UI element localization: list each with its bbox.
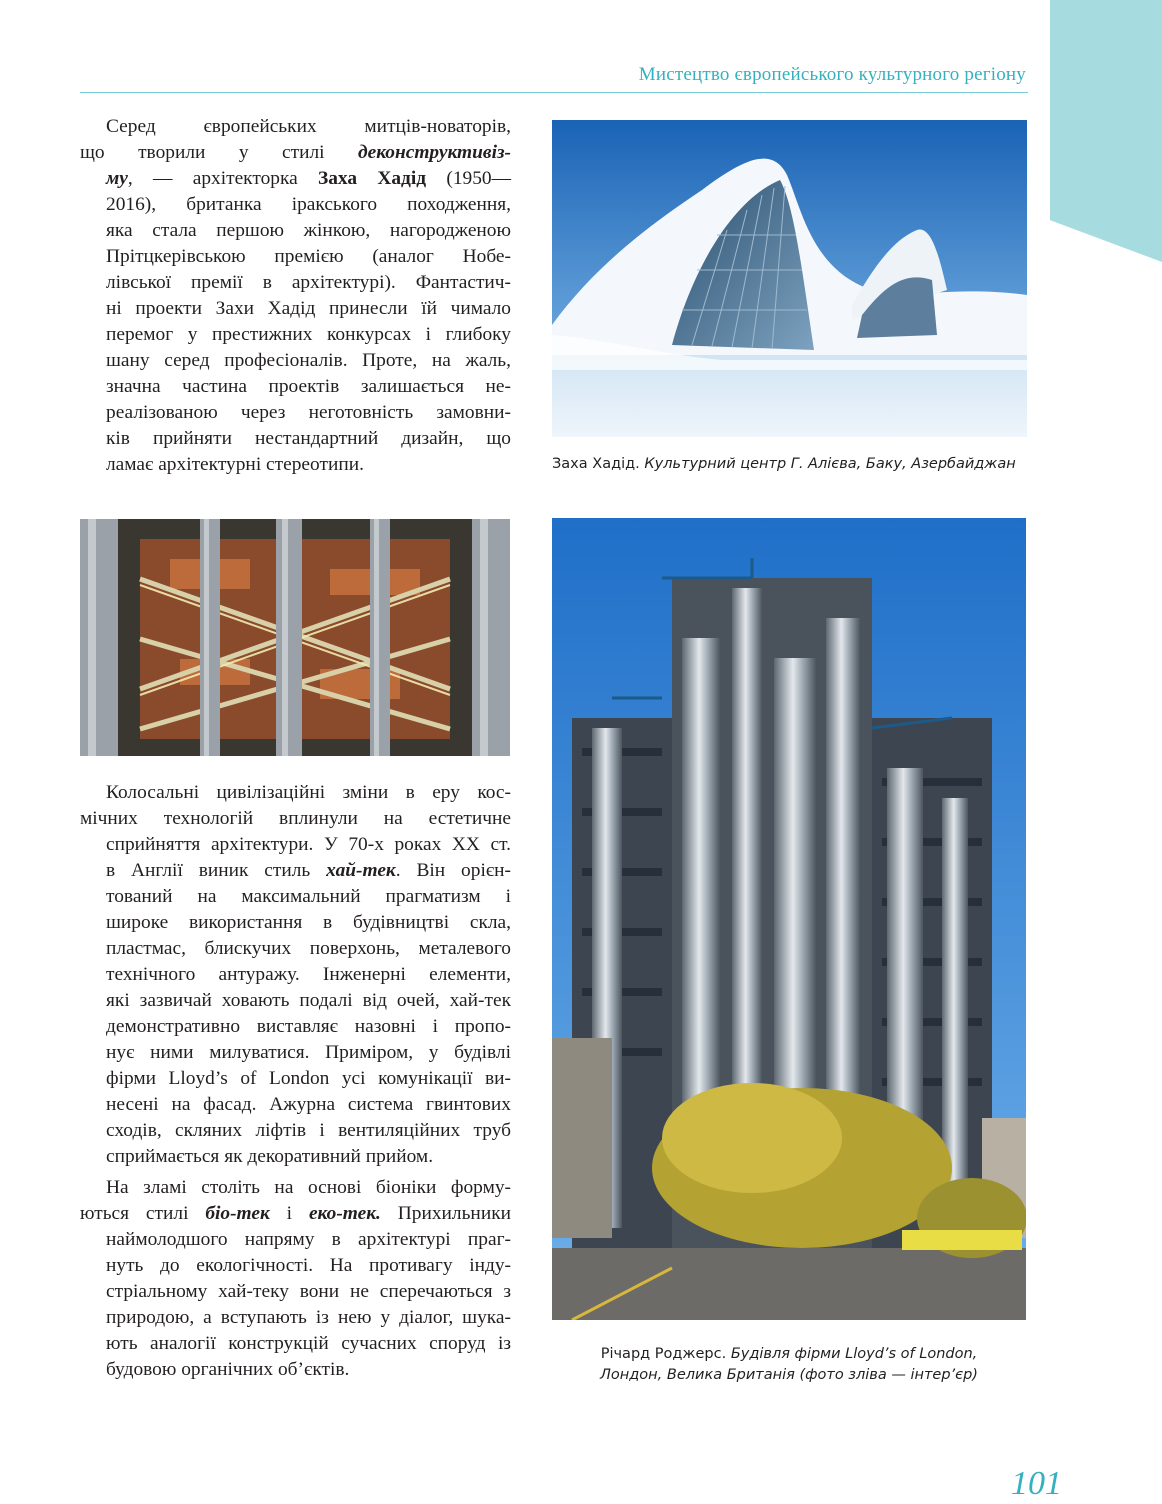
header-rule: [80, 92, 1028, 93]
text-line: фірми Lloyd’s of London усі комунікації ви-: [106, 1068, 511, 1089]
text-line: шану серед професіоналів. Проте, на жаль,: [106, 350, 511, 371]
text-line: демонстративно виставляє назовні і пропо-: [106, 1016, 511, 1037]
caption-author: Заха Хадід.: [552, 456, 640, 472]
text-line: несені на фасад. Ажурна система гвинтових: [106, 1094, 511, 1115]
text-line: ків прийняти нестандартний дизайн, що: [106, 428, 511, 449]
text-line: ють аналогії конструкцій сучасних споруд із: [106, 1333, 511, 1354]
text-line: яка стала першою жінкою, нагородженою: [106, 220, 511, 241]
text-line: наймолодшого напряму в архітектурі праг-: [106, 1229, 511, 1250]
chapter-tab: [1050, 0, 1162, 262]
paragraph-bio-tech: [80, 1175, 511, 1383]
text-line: 2016), британка іракського походження,: [106, 194, 511, 215]
caption-aliyev-center: [552, 454, 1032, 475]
caption-work: Культурний центр Г. Алієва, Баку, Азербайджан: [644, 456, 1016, 472]
paragraph-zaha-hadid: [80, 114, 511, 478]
text-line: Колосальні цивілізаційні зміни в еру кос-: [106, 782, 511, 803]
caption-work-line2: Лондон, Велика Британія (фото зліва — інтер’єр): [600, 1367, 978, 1383]
text-line: Серед європейських митців-новаторів,: [106, 116, 511, 137]
text-line: нуть до екологічності. На противагу інду-: [106, 1255, 511, 1276]
term-eco-tech: еко-тек.: [308, 1203, 381, 1224]
text-line: тований на максимальний прагматизм і: [106, 886, 511, 907]
text-line: які зазвичай ховають подалі від очей, хай-тек: [106, 990, 511, 1011]
text-line: широке використання в будівництві скла,: [106, 912, 511, 933]
text-line: сходів, скляних ліфтів і вентиляційних труб: [106, 1120, 511, 1141]
text-line: мічних технологій вплинули на естетичне: [80, 808, 511, 829]
text-line: реалізованою через неготовність замовни-: [106, 402, 511, 423]
text-line: му, — архітекторка Заха Хадід (1950—: [106, 168, 512, 189]
text-line: Прітцкерівською премією (аналог Нобе-: [106, 246, 511, 267]
text-line: ламає архітектурні стереотипи.: [106, 454, 364, 475]
text-line: На зламі століть на основі біоніки форму-: [106, 1177, 511, 1198]
text-line: лівської премії в архітектурі). Фантастич-: [106, 272, 511, 293]
term-high-tech: хай-тек: [326, 860, 396, 881]
term-bio-tech: біо-тек: [205, 1203, 270, 1224]
text-line: в Англії виник стиль хай-тек. Він орієн-: [106, 860, 511, 881]
text-line: нує ними милуватися. Приміром, у будівлі: [106, 1042, 511, 1063]
text-line: значна частина проектів залишається не-: [106, 376, 511, 397]
text-line: сприймається як декоративний прийом.: [106, 1146, 434, 1167]
text-line: природою, а вступають із нею у діалог, шука-: [106, 1307, 511, 1328]
running-title: Мистецтво європейського культурного регіону: [638, 64, 1026, 85]
caption-work-line1: Будівля фірми Lloyd’s of London,: [730, 1346, 978, 1362]
text-line: ються стилі біо-тек і еко-тек. Прихильники: [80, 1203, 511, 1224]
term-deconstructivism-part1: деконструктивіз-: [357, 142, 511, 163]
name-zaha-hadid: Заха Хадід: [318, 168, 427, 189]
text-line: будовою органічних об’єктів.: [106, 1359, 350, 1380]
lloyds-interior-photo: [80, 519, 510, 756]
text-line: стріальному хай-теку вони не сперечаються з: [106, 1281, 511, 1302]
text-line: ні проекти Захи Хадід принесли їй чимало: [106, 298, 511, 319]
caption-author: Річард Роджерс.: [600, 1346, 727, 1362]
page-number: 101: [1011, 1465, 1062, 1502]
lloyds-building-photo: [552, 518, 1026, 1320]
text-line: пластмас, блискучих поверхонь, металевого: [106, 938, 511, 959]
text-line: технічного антуражу. Інженерні елементи,: [106, 964, 511, 985]
text-line: сприйняття архітектури. У 70-х роках XX ст.: [106, 834, 511, 855]
aliyev-center-photo: [552, 120, 1027, 437]
text-line: що творили у стилі деконструктивіз-: [80, 142, 511, 163]
caption-lloyds-building: [552, 1344, 1026, 1386]
text-line: перемог у престижних конкурсах і глибоку: [106, 324, 511, 345]
term-deconstructivism-part2: му: [106, 168, 128, 189]
paragraph-high-tech: [80, 780, 511, 1383]
